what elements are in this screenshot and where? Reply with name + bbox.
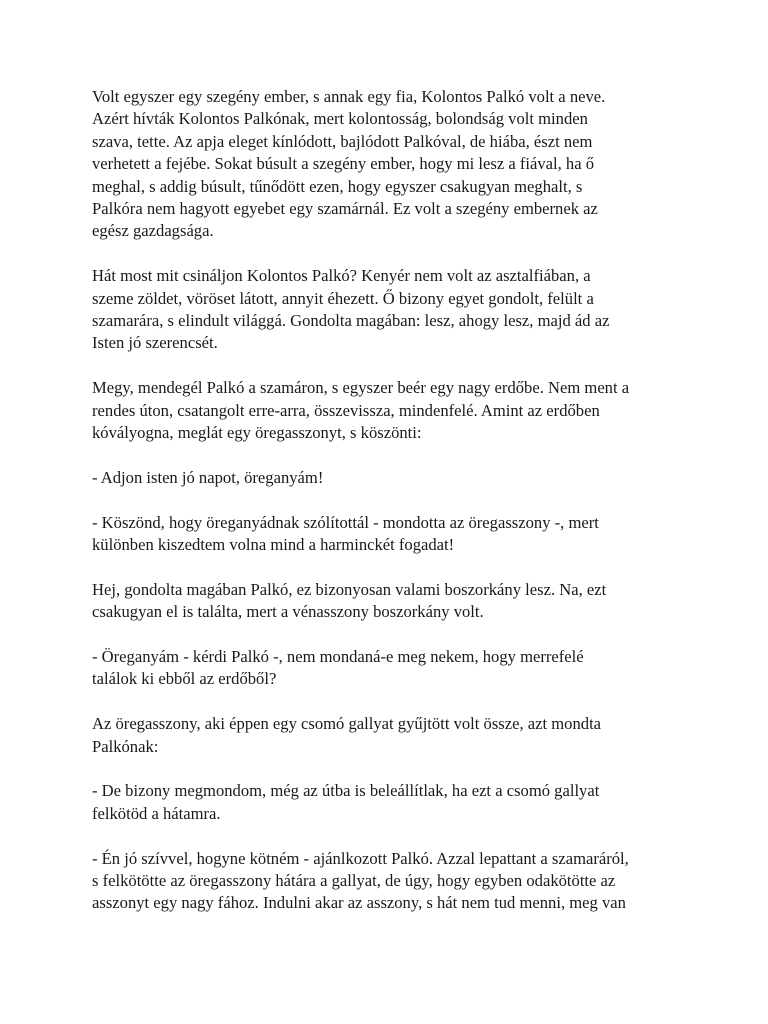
text-line: találok ki ebből az erdőből? — [92, 669, 277, 689]
text-line: - Én jó szívvel, hogyne kötném - ajánlkozott Palkó. Azzal lepattant a szamaráról, — [92, 848, 629, 868]
text-line: különben kiszedtem volna mind a harminckét fogadat! — [92, 535, 455, 555]
text-line: Azért hívták Kolontos Palkónak, mert kolontosság, bolondság volt minden — [92, 109, 588, 129]
paragraph-7 — [92, 646, 692, 691]
text-line: szeme zöldet, vöröset látott, annyit éhezett. Ő bizony egyet gondolt, felült a — [92, 288, 594, 308]
text-line: Hej, gondolta magában Palkó, ez bizonyosan valami boszorkány lesz. Na, ezt — [92, 579, 607, 599]
text-line: felkötöd a hátamra. — [92, 803, 221, 823]
text-line: Volt egyszer egy szegény ember, s annak egy fia, Kolontos Palkó volt a neve. — [92, 87, 606, 106]
text-line: Palkóra nem hagyott egyebet egy szamárnál. Ez volt a szegény embernek az — [92, 199, 598, 219]
paragraph-2 — [92, 265, 692, 355]
text-line: - Adjon isten jó napot, öreganyám! — [92, 467, 324, 487]
text-line: kóvályogna, meglát egy öregasszonyt, s köszönti: — [92, 423, 422, 443]
paragraph-10 — [92, 848, 692, 915]
text-line: Palkónak: — [92, 736, 159, 756]
text-line: asszonyt egy nagy fához. Indulni akar az asszony, s hát nem tud menni, meg van — [92, 893, 626, 913]
text-line: rendes úton, csatangolt erre-arra, összevissza, mindenfelé. Amint az erdőben — [92, 400, 600, 420]
text-line: csakugyan el is találta, mert a vénasszony boszorkány volt. — [92, 602, 484, 622]
paragraph-8 — [92, 713, 692, 758]
paragraph-6 — [92, 579, 692, 624]
text-line: - Öreganyám - kérdi Palkó -, nem mondaná-e meg nekem, hogy merrefelé — [92, 647, 584, 667]
text-line: Megy, mendegél Palkó a szamáron, s egyszer beér egy nagy erdőbe. Nem ment a — [92, 378, 630, 398]
text-line: s felkötötte az öregasszony hátára a gallyat, de úgy, hogy egyben odakötötte az — [92, 871, 616, 891]
text-line: - De bizony megmondom, még az útba is beleállítlak, ha ezt a csomó gallyat — [92, 781, 600, 801]
text-line: verhetett a fejébe. Sokat búsult a szegény ember, hogy mi lesz a fiával, ha ő — [92, 154, 595, 174]
paragraph-3 — [92, 377, 692, 444]
paragraph-4 — [92, 467, 692, 489]
text-line: Hát most mit csináljon Kolontos Palkó? Kenyér nem volt az asztalfiában, a — [92, 266, 591, 286]
text-line: - Köszönd, hogy öreganyádnak szólítottál - mondotta az öregasszony -, mert — [92, 512, 599, 532]
text-line: szava, tette. Az apja eleget kínlódott, bajlódott Palkóval, de hiába, észt nem — [92, 131, 593, 151]
paragraph-1 — [92, 86, 692, 243]
text-line: Az öregasszony, aki éppen egy csomó gallyat gyűjtött volt össze, azt mondta — [92, 714, 602, 734]
text-line: Isten jó szerencsét. — [92, 333, 218, 353]
text-line: meghal, s addig búsult, tűnődött ezen, hogy egyszer csakugyan meghalt, s — [92, 176, 583, 196]
text-line: szamarára, s elindult világgá. Gondolta magában: lesz, ahogy lesz, majd ád az — [92, 311, 610, 331]
paragraph-9 — [92, 780, 692, 825]
paragraph-5 — [92, 512, 692, 557]
text-line: egész gazdagsága. — [92, 221, 214, 241]
document-body — [92, 86, 692, 915]
